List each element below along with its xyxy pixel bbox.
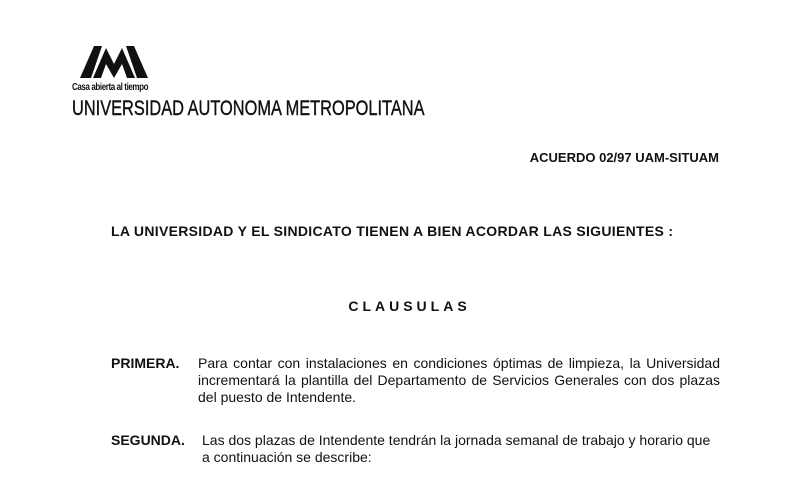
agreement-code: ACUERDO 02/97 UAM-SITUAM [529,150,719,165]
uam-logo-icon [80,44,148,78]
university-name: UNIVERSIDAD AUTONOMA METROPOLITANA [72,97,425,120]
clause-primera [111,355,720,406]
section-title: CLAUSULAS [348,298,471,314]
clause-label: PRIMERA. [111,355,180,371]
intro-paragraph: LA UNIVERSIDAD Y EL SINDICATO TIENEN A BIEN ACORDAR LAS SIGUIENTES : [111,223,674,239]
clause-segunda [111,432,720,466]
clause-label: SEGUNDA. [111,432,185,448]
clause-text: Las dos plazas de Intendente tendrán la jornada semanal de trabajo y horario que a continuación se describe: [202,432,711,465]
university-motto: Casa abierta al tiempo [72,82,149,93]
clause-text: Para contar con instalaciones en condiciones óptimas de limpieza, la Universidad incrementará la plantilla del Departamento de Servicios Generales con dos plazas del puesto de Intendente. [198,355,720,405]
